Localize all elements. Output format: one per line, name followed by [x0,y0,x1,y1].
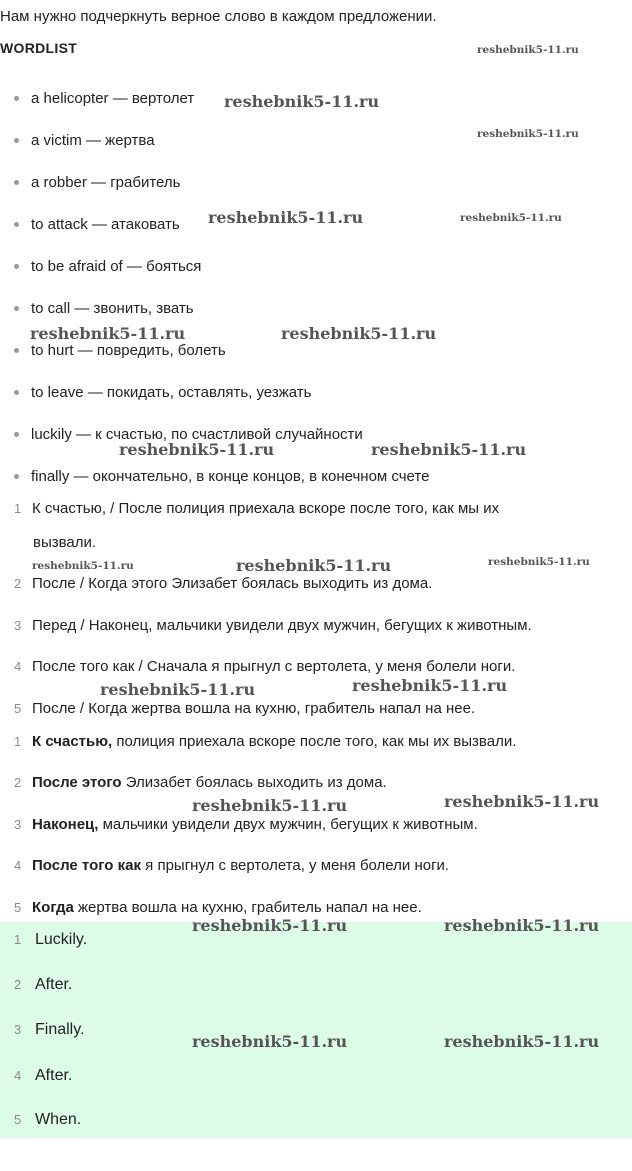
solution-item: 4 После того как я прыгнул с вертолета, у меня болели ноги. [14,857,450,874]
exercise-item: 3 Перед / Наконец, мальчики увидели двух мужчин, бегущих к животным. [14,617,532,634]
item-number: 1 [14,501,22,516]
item-number: 5 [14,900,22,915]
wordlist-item: luckily — к счастью, по счастливой случайности [14,426,363,443]
bullet-icon [14,138,19,143]
solution-item: 1 К счастью, полиция приехала вскоре после того, как мы их вызвали. [14,733,517,750]
bullet-icon [14,432,19,437]
bullet-icon [14,222,19,227]
watermark: reshebnik5-11.ru [100,680,256,699]
watermark: reshebnik5-11.ru [281,324,437,343]
exercise-item-continuation: вызвали. [33,534,97,551]
watermark: reshebnik5-11.ru [192,1032,348,1051]
exercise-item: 2 После / Когда этого Элизабет боялась выходить из дома. [14,575,433,592]
answer-item: 5 When. [14,1111,82,1128]
watermark: reshebnik5-11.ru [236,556,392,575]
wordlist-item: to attack — атаковать [14,216,180,233]
answers-box [0,922,632,1138]
watermark: reshebnik5-11.ru [192,916,348,935]
watermark: reshebnik5-11.ru [477,44,579,56]
bullet-icon [14,306,19,311]
item-number: 2 [14,775,22,790]
item-number: 5 [14,701,22,716]
item-number: 5 [14,1112,22,1127]
bullet-icon [14,348,19,353]
item-number: 4 [14,659,22,674]
item-number: 4 [14,1068,22,1083]
watermark: reshebnik5-11.ru [119,440,275,459]
watermark: reshebnik5-11.ru [224,92,380,111]
solution-item: 3 Наконец, мальчики увидели двух мужчин, бегущих к животным. [14,816,478,833]
watermark: reshebnik5-11.ru [192,796,348,815]
watermark: reshebnik5-11.ru [352,676,508,695]
answer-item: 3 Finally. [14,1021,85,1038]
bullet-icon [14,264,19,269]
exercise-item: 5 После / Когда жертва вошла на кухню, грабитель напал на нее. [14,700,476,717]
item-number: 1 [14,734,22,749]
bullet-icon [14,474,19,479]
watermark: reshebnik5-11.ru [444,792,600,811]
wordlist-item: to call — звонить, звать [14,300,194,317]
item-number: 3 [14,1022,22,1037]
watermark: reshebnik5-11.ru [32,560,134,572]
watermark: reshebnik5-11.ru [488,556,590,568]
wordlist-item: to be afraid of — бояться [14,258,201,275]
watermark: reshebnik5-11.ru [371,440,527,459]
item-number: 2 [14,576,22,591]
bullet-icon [14,180,19,185]
answer-item: 1 Luckily. [14,931,88,948]
watermark: reshebnik5-11.ru [30,324,186,343]
solution-item: 2 После этого Элизабет боялась выходить из дома. [14,774,387,791]
watermark: reshebnik5-11.ru [444,916,600,935]
answer-item: 4 After. [14,1067,73,1084]
watermark: reshebnik5-11.ru [208,208,364,227]
wordlist-heading: WORDLIST [0,40,78,56]
item-number: 2 [14,977,22,992]
wordlist-item: to hurt — повредить, болеть [14,342,226,359]
item-number: 4 [14,858,22,873]
wordlist-item: a helicopter — вертолет [14,90,194,107]
bullet-icon [14,96,19,101]
item-number: 1 [14,932,22,947]
wordlist-item: a robber — грабитель [14,174,180,191]
watermark: reshebnik5-11.ru [460,212,562,224]
answer-item: 2 After. [14,976,73,993]
wordlist-item: to leave — покидать, оставлять, уезжать [14,384,311,401]
bullet-icon [14,390,19,395]
intro-text: Нам нужно подчеркнуть верное слово в каждом предложении. [0,8,437,25]
exercise-item: 1 К счастью, / После полиция приехала вскоре после того, как мы их [14,500,500,517]
solution-item: 5 Когда жертва вошла на кухню, грабитель напал на нее. [14,899,422,916]
watermark: reshebnik5-11.ru [444,1032,600,1051]
exercise-item: 4 После того как / Сначала я прыгнул с вертолета, у меня болели ноги. [14,658,516,675]
wordlist-item: a victim — жертва [14,132,155,149]
item-number: 3 [14,618,22,633]
item-number: 3 [14,817,22,832]
wordlist-item: finally — окончательно, в конце концов, в конечном счете [14,468,429,485]
watermark: reshebnik5-11.ru [477,128,579,140]
